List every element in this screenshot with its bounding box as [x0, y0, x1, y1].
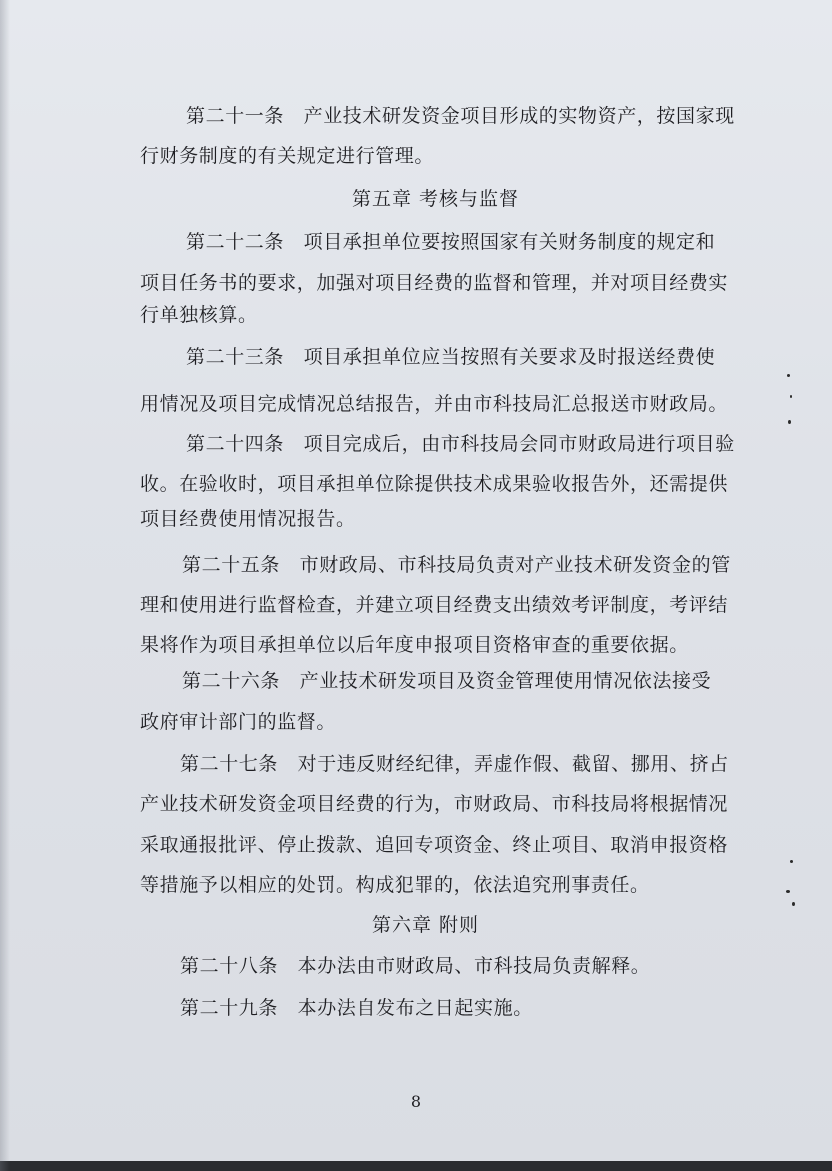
article-25-line-3: 果将作为项目承担单位以后年度申报项目资格审查的重要依据。: [140, 634, 689, 656]
page-number: 8: [410, 1092, 422, 1111]
scan-speck: [790, 860, 793, 863]
scan-bottom-edge: [0, 1161, 832, 1171]
article-22-line-3: 行单独核算。: [140, 304, 258, 326]
article-23-line-2: 用情况及项目完成情况总结报告，并由市科技局汇总报送市财政局。: [140, 393, 729, 415]
chapter-6-heading: 第六章 附则: [372, 914, 480, 936]
article-29-line-1: 第二十九条 本办法自发布之日起实施。: [180, 997, 533, 1019]
article-22-line-1: 第二十二条 项目承担单位要按照国家有关财务制度的规定和: [186, 231, 716, 253]
article-28-line-1: 第二十八条 本办法由市财政局、市科技局负责解释。: [180, 955, 651, 977]
scan-speck: [786, 890, 790, 893]
article-27-line-2: 产业技术研发资金项目经费的行为，市财政局、市科技局将根据情况: [140, 793, 729, 815]
article-26-line-2: 政府审计部门的监督。: [140, 711, 337, 733]
article-21-line-1: 第二十一条 产业技术研发资金项目形成的实物资产，按国家现: [186, 105, 735, 127]
scan-speck: [790, 395, 792, 398]
chapter-5-heading: 第五章 考核与监督: [352, 188, 520, 210]
article-25-line-2: 理和使用进行监督检查，并建立项目经费支出绩效考评制度，考评结: [140, 594, 729, 616]
scan-speck: [788, 420, 791, 424]
article-27-line-4: 等措施予以相应的处罚。构成犯罪的，依法追究刑事责任。: [140, 874, 650, 896]
article-24-line-1: 第二十四条 项目完成后，由市科技局会同市财政局进行项目验: [186, 433, 735, 455]
scan-speck: [792, 902, 795, 906]
article-24-line-3: 项目经费使用情况报告。: [140, 508, 356, 530]
article-27-line-3: 采取通报批评、停止拨款、追回专项资金、终止项目、取消申报资格: [140, 834, 729, 856]
article-23-line-1: 第二十三条 项目承担单位应当按照有关要求及时报送经费使: [186, 346, 716, 368]
article-22-line-2: 项目任务书的要求，加强对项目经费的监督和管理，并对项目经费实: [140, 272, 729, 294]
article-24-line-2: 收。在验收时，项目承担单位除提供技术成果验收报告外，还需提供: [140, 473, 729, 495]
scan-speck: [787, 374, 790, 377]
article-25-line-1: 第二十五条 市财政局、市科技局负责对产业技术研发资金的管: [182, 554, 731, 576]
article-21-line-2: 行财务制度的有关规定进行管理。: [140, 145, 435, 167]
article-27-line-1: 第二十七条 对于违反财经纪律，弄虚作假、截留、挪用、挤占: [180, 753, 729, 775]
article-26-line-1: 第二十六条 产业技术研发项目及资金管理使用情况依法接受: [182, 670, 712, 692]
